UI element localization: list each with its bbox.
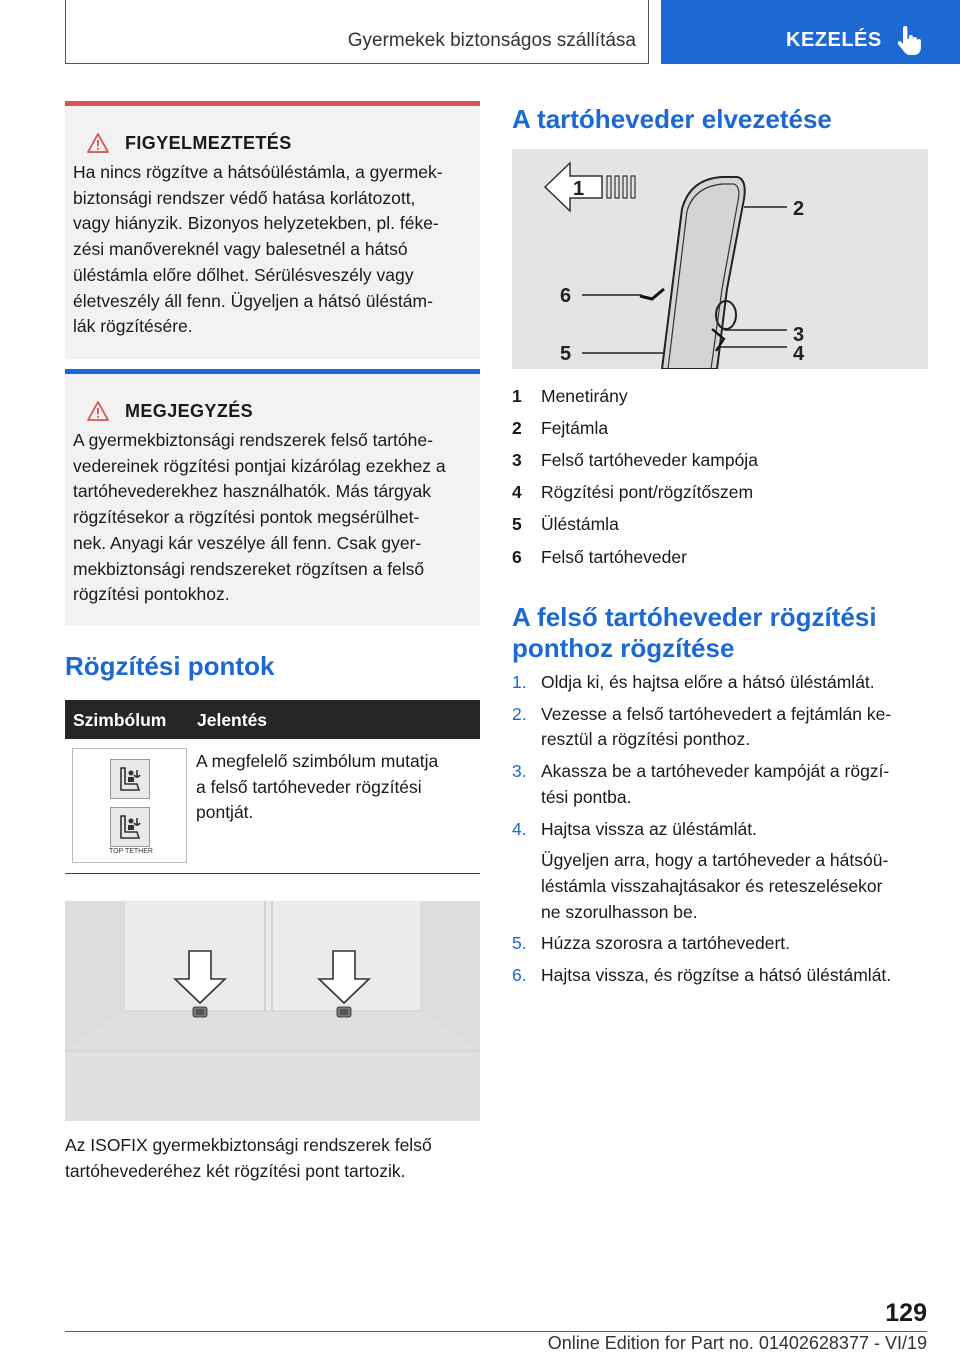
diagram-label-4: 4 [793,343,805,365]
page-number: 129 [885,1299,927,1327]
legend-item: 5 Üléstámla [512,514,619,535]
col-symbol-header: Szimbólum [73,710,167,730]
diagram-label-1: 1 [573,178,585,200]
note-text: A gyermekbiztonsági rendszerek felső tartóhe- vedereinek rögzítési pontjai kizárólag ezekhez a tartóhevederekhez használhatók. Más tárgyak rögzítésekor a rögzítési pontok megsérülhet- nek. Anyagi kár veszélye áll fenn. Csak gyer- mekbiztonsági rendszereket rögzítsen a felső rögzítési pontokhoz. [73,430,446,605]
legend-item: 3 Felső tartóheveder kampója [512,449,758,470]
step-item: 5. Húzza szorosra a tartóhevedert. [512,933,791,954]
table-bottom-rule [65,873,480,874]
legend-item: 1 Menetirány [512,385,628,406]
routing-heading: A tartóheveder elvezetése [512,104,832,134]
symbol-meaning: A megfelelő szimbólum mutatja a felső tartóheveder rögzítési pontját. [196,751,439,823]
warning-triangle-icon [87,401,109,421]
note-title: MEGJEGYZÉS [125,400,254,421]
step-4-note: Ügyeljen arra, hogy a tartóheveder a hátsóü- léstámla visszahajtásakor és reteszelésekor ne szorulhasson be. [541,850,889,922]
diagram-legend [512,380,758,573]
warning-text: Ha nincs rögzítve a hátsóüléstámla, a gyermek- biztonsági rendszer védő hatása korlátozott, vagy hiányzik. Bizonyos helyzetekben, pl. féke- zési manővereknél vagy balesetnél a hátsó üléstámla előre dőlhet. Sérülésveszély vagy életveszély áll fenn. Ügyeljen a hátsó üléstám- lák rögzítésére. [73,162,443,337]
symbol-image [72,748,187,863]
anchor-points-photo [65,901,480,1121]
running-header [65,0,649,64]
col-meaning-header: Jelentés [197,710,268,730]
tether-routing-diagram [512,149,928,369]
warning-title: FIGYELMEZTETÉS [125,132,292,153]
chapter-tab-label: KEZELÉS [786,29,882,51]
attach-heading: A felső tartóheveder rögzítési ponthoz rögzítése [512,602,877,663]
section-title: Gyermekek biztonságos szállítása [347,30,636,51]
edition-footer: Online Edition for Part no. 01402628377 - VI/19 [547,1333,927,1353]
anchors-heading: Rögzítési pontok [65,651,275,681]
chapter-tab[interactable] [661,0,960,64]
diagram-label-3: 3 [793,324,805,346]
legend-item: 2 Fejtámla [512,417,609,438]
diagram-label-2: 2 [793,198,805,220]
warning-triangle-icon [87,133,109,153]
warning-box [65,101,480,359]
child-seat-anchor-icon [110,759,150,799]
diagram-label-6: 6 [560,285,572,307]
diagram-label-5: 5 [560,343,572,365]
symbol-table-header [65,700,480,739]
step-item: 3. Akassza be a tartóheveder kampóját a rögzí- tési pontba. [512,761,890,807]
hand-pointer-icon [897,26,923,56]
top-tether-anchor-icon [110,807,150,847]
legend-item: 6 Felső tartóheveder [512,546,687,567]
attach-steps [512,670,928,995]
step-item: 1. Oldja ki, és hajtsa előre a hátsó üléstámlát. [512,672,875,692]
step-item: 6. Hajtsa vissza, és rögzítse a hátsó üléstámlát. [512,965,892,986]
photo-caption: Az ISOFIX gyermekbiztonsági rendszerek felső tartóhevederéhez két rögzítési pont tartozik. [65,1135,432,1181]
top-tether-label: TOP TETHER [109,848,153,855]
note-box [65,369,480,626]
step-item: 2. Vezesse a felső tartóhevedert a fejtámlán ke- resztül a rögzítési ponthoz. [512,703,892,750]
footer-rule [65,1331,927,1332]
legend-item: 4 Rögzítési pont/rögzítőszem [512,482,754,503]
step-item: 4. Hajtsa vissza az üléstámlát. [512,818,757,839]
